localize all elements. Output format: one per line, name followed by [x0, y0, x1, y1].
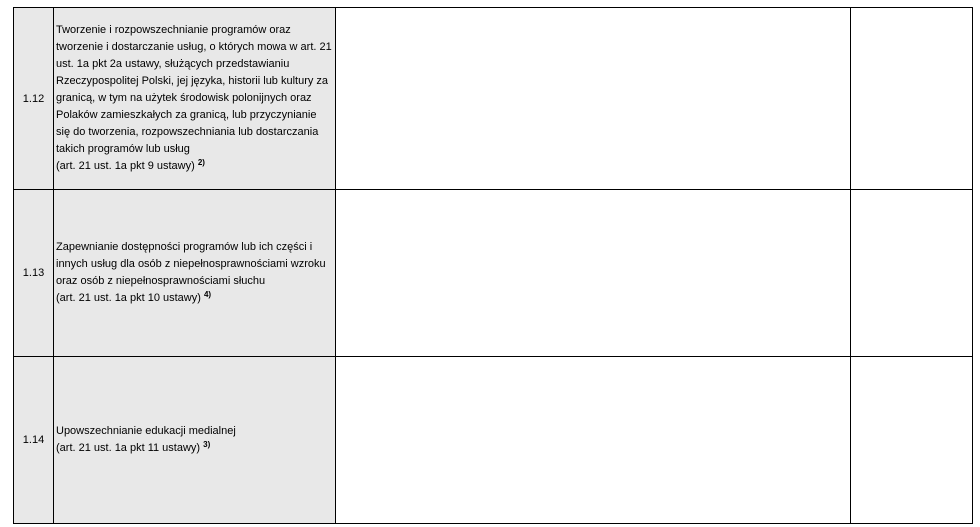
- row-number: 1.12: [14, 8, 54, 190]
- row-entry-cell[interactable]: [336, 357, 851, 524]
- footnote-marker: 3): [203, 440, 211, 449]
- table-row: [14, 8, 973, 190]
- row-extra-cell[interactable]: [851, 190, 973, 357]
- obligations-table: [13, 7, 973, 524]
- row-reference-line: [56, 290, 333, 307]
- row-number: 1.14: [14, 357, 54, 524]
- table-row: [14, 357, 973, 524]
- row-extra-cell[interactable]: [851, 8, 973, 190]
- row-description: Zapewnianie dostępności programów lub ich części i innych usług dla osób z niepełnosprawnościami wzroku oraz osób z niepełnosprawnościami słuchu: [56, 241, 326, 287]
- row-number: 1.13: [14, 190, 54, 357]
- row-description: Upowszechnianie edukacji medialnej: [56, 425, 236, 438]
- footnote-marker: 2): [197, 157, 205, 167]
- row-reference: (art. 21 ust. 1a pkt 11 ustawy): [56, 442, 201, 454]
- row-extra-cell[interactable]: [851, 357, 973, 524]
- footnote-marker: 4): [203, 289, 212, 299]
- row-description: Tworzenie i rozpowszechnianie programów oraz tworzenie i dostarczanie usług, o których mowa w art. 21 ust. 1a pkt 2a ustawy, służących przedstawianiu Rzeczypospolitej Polski, jej języka, historii lub kultury za granicą, w tym na użytek środowisk polonijnych oraz Polaków zamieszkałych za granicą, lub przyczynianie się do tworzenia, rozpowszechniania lub dostarczania takich programów lub usług: [56, 24, 332, 155]
- row-reference-line: [56, 158, 333, 175]
- row-description-cell: [54, 190, 336, 357]
- row-reference: (art. 21 ust. 1a pkt 10 ustawy): [56, 291, 201, 304]
- row-entry-cell[interactable]: [336, 190, 851, 357]
- table-row: [14, 190, 973, 357]
- row-description-cell: [54, 357, 336, 524]
- row-reference-line: [56, 440, 333, 457]
- row-description-cell: [54, 8, 336, 190]
- row-entry-cell[interactable]: [336, 8, 851, 190]
- row-reference: (art. 21 ust. 1a pkt 9 ustawy): [56, 159, 195, 172]
